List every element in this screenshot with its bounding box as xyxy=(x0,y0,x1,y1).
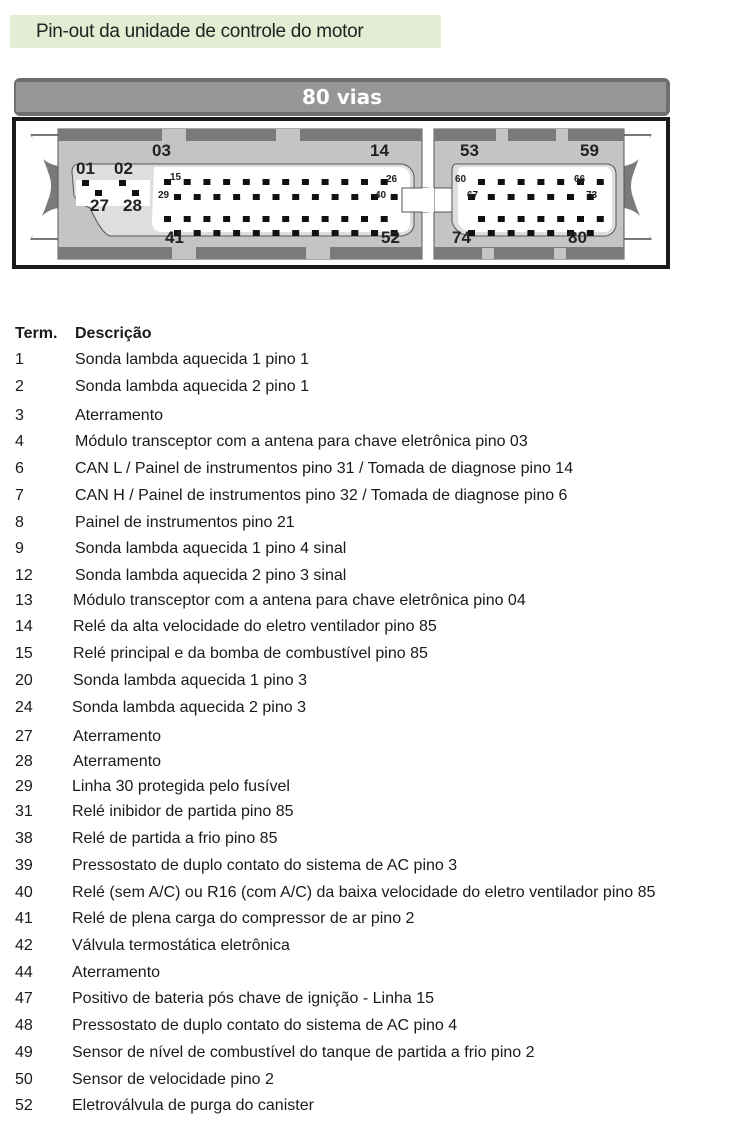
pin xyxy=(351,230,358,236)
pin-label: 01 xyxy=(76,159,95,178)
term-number: 6 xyxy=(15,460,24,477)
pin xyxy=(282,179,289,185)
description-header: Descrição xyxy=(75,325,152,342)
term-number: 38 xyxy=(15,830,33,847)
pin xyxy=(478,216,485,222)
term-description: Sensor de nível de combustível do tanque de partida a frio pino 2 xyxy=(72,1044,535,1061)
key-notch xyxy=(172,246,196,259)
term-description: Sonda lambda aquecida 1 pino 3 xyxy=(73,672,307,689)
key-notch xyxy=(306,246,330,259)
pin-label: 59 xyxy=(580,141,599,160)
pin xyxy=(322,216,329,222)
term-description: Sonda lambda aquecida 2 pino 1 xyxy=(75,378,309,395)
pin xyxy=(332,194,339,200)
term-description: Linha 30 protegida pelo fusível xyxy=(72,778,290,795)
pin xyxy=(223,179,230,185)
term-number: 50 xyxy=(15,1071,33,1088)
pin xyxy=(518,179,525,185)
key-notch xyxy=(276,129,300,143)
term-number: 8 xyxy=(15,514,24,531)
pin-label: 03 xyxy=(152,141,171,160)
term-number: 47 xyxy=(15,990,33,1007)
pin-label: 53 xyxy=(460,141,479,160)
term-number: 9 xyxy=(15,540,24,557)
pin xyxy=(488,230,495,236)
term-description: Aterramento xyxy=(72,964,161,981)
key-notch xyxy=(556,129,568,141)
pin-label: 74 xyxy=(452,228,471,247)
pin-label: 29 xyxy=(158,190,170,201)
pin xyxy=(547,230,554,236)
pin-label: 27 xyxy=(90,196,109,215)
pin xyxy=(302,179,309,185)
term-description: Sonda lambda aquecida 1 pino 4 sinal xyxy=(75,540,347,557)
pin-label: 40 xyxy=(375,190,387,201)
pin xyxy=(233,194,240,200)
pin xyxy=(282,216,289,222)
term-description: Relé inibidor de partida pino 85 xyxy=(72,803,294,820)
pin xyxy=(597,216,604,222)
pin xyxy=(518,216,525,222)
pin xyxy=(498,216,505,222)
term-number: 1 xyxy=(15,351,24,368)
term-header: Term. xyxy=(15,325,58,342)
term-description: Pressostato de duplo contato do sistema de AC pino 4 xyxy=(72,1017,458,1034)
term-description: Eletroválvula de purga do canister xyxy=(72,1097,314,1114)
pin-label: 15 xyxy=(170,172,182,183)
header-label: 80 vias xyxy=(301,85,383,109)
pin xyxy=(527,230,534,236)
pin xyxy=(253,230,260,236)
term-number: 28 xyxy=(15,753,33,770)
pin xyxy=(557,179,564,185)
pin xyxy=(263,216,270,222)
term-description: Módulo transceptor com a antena para chave eletrônica pino 04 xyxy=(73,592,526,609)
pin xyxy=(597,179,604,185)
term-number: 3 xyxy=(15,407,24,424)
pin-label: 52 xyxy=(381,228,400,247)
pin xyxy=(332,230,339,236)
term-number: 44 xyxy=(15,964,33,981)
pin-label: 26 xyxy=(386,174,398,185)
pin xyxy=(119,180,126,186)
key-notch xyxy=(482,248,494,259)
term-description: CAN H / Painel de instrumentos pino 32 / Tomada de diagnose pino 6 xyxy=(75,487,568,504)
pin xyxy=(184,179,191,185)
pin xyxy=(292,230,299,236)
pin xyxy=(312,230,319,236)
pin xyxy=(82,180,89,186)
term-number: 39 xyxy=(15,857,33,874)
pin xyxy=(223,216,230,222)
pin xyxy=(567,194,574,200)
term-description: Relé (sem A/C) ou R16 (com A/C) da baixa velocidade do eletro ventilador pino 85 xyxy=(72,884,656,901)
term-number: 13 xyxy=(15,592,33,609)
pin xyxy=(547,194,554,200)
term-number: 40 xyxy=(15,884,33,901)
pin xyxy=(391,194,398,200)
term-number: 4 xyxy=(15,433,24,450)
term-description: Painel de instrumentos pino 21 xyxy=(75,514,295,531)
pin xyxy=(243,179,250,185)
term-description: Sonda lambda aquecida 1 pino 1 xyxy=(75,351,309,368)
pin xyxy=(203,179,210,185)
term-description: Relé de plena carga do compressor de ar pino 2 xyxy=(72,910,415,927)
term-description: Relé de partida a frio pino 85 xyxy=(72,830,278,847)
pin xyxy=(194,194,201,200)
key-notch xyxy=(496,129,508,141)
pin xyxy=(361,179,368,185)
term-number: 7 xyxy=(15,487,24,504)
pin xyxy=(341,216,348,222)
pin xyxy=(557,216,564,222)
pin xyxy=(174,194,181,200)
term-description: Relé principal e da bomba de combustível pino 85 xyxy=(73,645,428,662)
term-number: 42 xyxy=(15,937,33,954)
pin xyxy=(292,194,299,200)
term-number: 2 xyxy=(15,378,24,395)
term-description: CAN L / Painel de instrumentos pino 31 / Tomada de diagnose pino 14 xyxy=(75,460,574,477)
pin-label: 80 xyxy=(568,228,587,247)
pin-label: 73 xyxy=(586,190,598,201)
pin xyxy=(213,194,220,200)
pin xyxy=(194,230,201,236)
term-number: 48 xyxy=(15,1017,33,1034)
term-number: 31 xyxy=(15,803,33,820)
pin-label: 66 xyxy=(574,174,586,185)
pin xyxy=(243,216,250,222)
term-description: Pressostato de duplo contato do sistema de AC pino 3 xyxy=(72,857,458,874)
term-description: Válvula termostática eletrônica xyxy=(72,937,290,954)
term-number: 29 xyxy=(15,778,33,795)
term-description: Módulo transceptor com a antena para chave eletrônica pino 03 xyxy=(75,433,528,450)
pin xyxy=(273,230,280,236)
pin xyxy=(381,216,388,222)
term-number: 52 xyxy=(15,1097,33,1114)
pin xyxy=(253,194,260,200)
pin xyxy=(488,194,495,200)
term-description: Aterramento xyxy=(75,407,164,424)
pin-label: 02 xyxy=(114,159,133,178)
term-number: 49 xyxy=(15,1044,33,1061)
pin xyxy=(164,216,171,222)
pin xyxy=(184,216,191,222)
term-description: Sensor de velocidade pino 2 xyxy=(72,1071,274,1088)
term-number: 24 xyxy=(15,699,33,716)
term-number: 12 xyxy=(15,567,33,584)
term-description: Sonda lambda aquecida 2 pino 3 xyxy=(72,699,306,716)
term-number: 14 xyxy=(15,618,33,635)
pin xyxy=(203,216,210,222)
pin-label: 41 xyxy=(165,228,184,247)
pin xyxy=(361,216,368,222)
term-description: Positivo de bateria pós chave de ignição - Linha 15 xyxy=(72,990,435,1007)
pin xyxy=(341,179,348,185)
pin xyxy=(537,179,544,185)
pin xyxy=(263,179,270,185)
term-description: Aterramento xyxy=(73,728,162,745)
pin xyxy=(587,230,594,236)
pin xyxy=(351,194,358,200)
term-description: Relé da alta velocidade do eletro ventilador pino 85 xyxy=(73,618,437,635)
term-number: 20 xyxy=(15,672,33,689)
pin xyxy=(371,230,378,236)
pin xyxy=(508,194,515,200)
title-bar xyxy=(10,15,441,48)
term-number: 15 xyxy=(15,645,33,662)
pin-label: 14 xyxy=(370,141,389,160)
pin xyxy=(302,216,309,222)
pin xyxy=(508,230,515,236)
pin xyxy=(537,216,544,222)
pin xyxy=(322,179,329,185)
pin xyxy=(233,230,240,236)
pin xyxy=(312,194,319,200)
pin xyxy=(527,194,534,200)
pin xyxy=(213,230,220,236)
term-number: 41 xyxy=(15,910,33,927)
pin-label: 28 xyxy=(123,196,142,215)
term-number: 27 xyxy=(15,728,33,745)
pin-label: 67 xyxy=(467,190,479,201)
pin xyxy=(273,194,280,200)
page-title: Pin-out da unidade de controle do motor xyxy=(36,21,364,42)
pin-label: 60 xyxy=(455,174,467,185)
pin xyxy=(478,179,485,185)
key-notch xyxy=(554,248,566,259)
term-description: Aterramento xyxy=(73,753,162,770)
pin xyxy=(577,216,584,222)
pin xyxy=(498,179,505,185)
term-description: Sonda lambda aquecida 2 pino 3 sinal xyxy=(75,567,347,584)
connector-svg xyxy=(10,76,672,271)
connector-diagram xyxy=(10,76,672,271)
